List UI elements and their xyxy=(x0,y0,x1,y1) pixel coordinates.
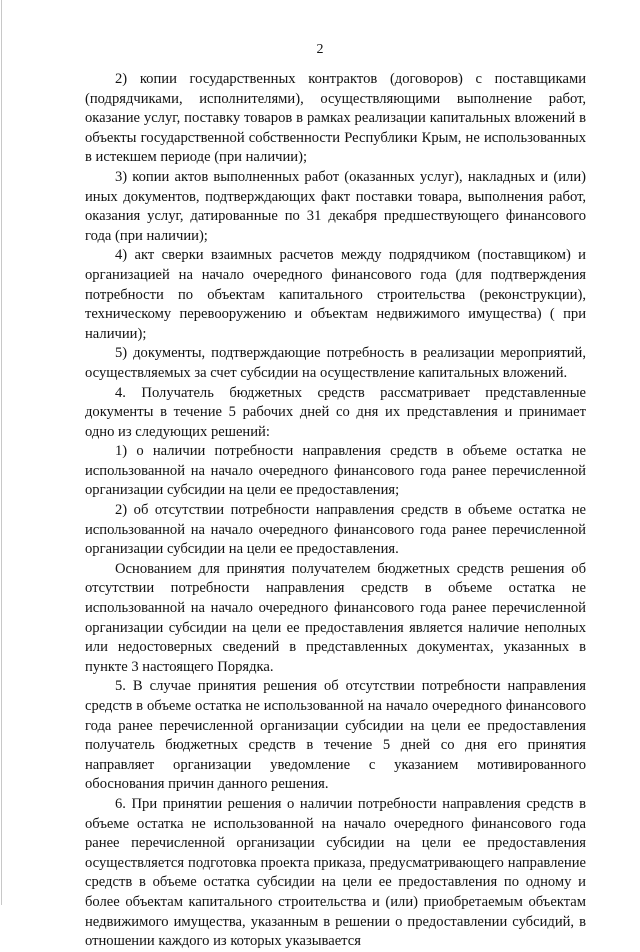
paragraph-section-5: 5. В случае принятия решения об отсутствии потребности направления средств в объеме остатка не использованной на начало очередного финансового года ранее перечисленной организации субсидии на цели ее предоставления получатель бюджетных средств в течение 5 дней со дня его принятия направляет организации уведомление с указанием мотивированного обоснования причин данного решения. xyxy=(85,678,586,793)
paragraph-item-3-acts: 3) копии актов выполненных работ (оказанных услуг), накладных и (или) иных документов, подтверждающих факт поставки товара, выполнения работ, оказания услуг, датированные по 31 декабря предшествующего финансового года (при наличии); xyxy=(85,168,586,244)
paragraph-section-6: 6. При принятии решения о наличии потребности направления средств в объеме остатка не использованной на начало очередного финансового года ранее перечисленной организации субсидии на цели ее предоставления осуществляется подготовка проекта приказа, предусматривающего направление средств в объеме остатка субсидии на цели ее предоставления по одному и более объектам капитального строительства и (или) приобретаемым объектам недвижимого имущества, указанным в решении о предоставлении субсидий, в отношении каждого из которых указывается xyxy=(85,795,586,950)
paragraph-decision-2: 2) об отсутствии потребности направления средств в объеме остатка не использованной на начало очередного финансового года ранее перечисленной организации субсидии на цели ее предоставления. xyxy=(85,502,586,558)
paragraph-item-5-documents: 5) документы, подтверждающие потребность в реализации мероприятий, осуществляемых за счет субсидии на осуществление капитальных вложений. xyxy=(85,345,586,381)
paragraph-item-2-contracts: 2) копии государственных контрактов (договоров) с поставщиками (подрядчиками, исполнителями), осуществляющими выполнение работ, оказание услуг, поставку товаров в рамках реализации капитальных вложений в объекты государственной собственности Республики Крым, не использованных в истекшем периоде (при наличии); xyxy=(85,71,586,166)
scan-edge-line xyxy=(1,0,2,905)
paragraph-section-4: 4. Получатель бюджетных средств рассматривает представленные документы в течение 5 рабочих дней со дня их представления и принимает одно из следующих решений: xyxy=(85,384,586,440)
page-number: 2 xyxy=(316,42,324,57)
paragraph-item-4-reconciliation: 4) акт сверки взаимных расчетов между подрядчиком (поставщиком) и организацией на начало очередного финансового года (для подтверждения потребности по объектам капитального строительства (реконструкции), техническому перевооружению и объектам недвижимого имущества) ( при наличии); xyxy=(85,247,586,342)
paragraph-grounds: Основанием для принятия получателем бюджетных средств решения об отсутствии потребности направления средств в объеме остатка не использованной на начало очередного финансового года ранее перечисленной организации субсидии на цели ее предоставления является наличие неполных или недостоверных сведений в представленных документах, указанных в пункте 3 настоящего Порядка. xyxy=(85,560,586,675)
paragraph-decision-1: 1) о наличии потребности направления средств в объеме остатка не использованной на начало очередного финансового года ранее перечисленной организации субсидии на цели ее предоставления; xyxy=(85,443,586,499)
document-body xyxy=(85,70,586,952)
